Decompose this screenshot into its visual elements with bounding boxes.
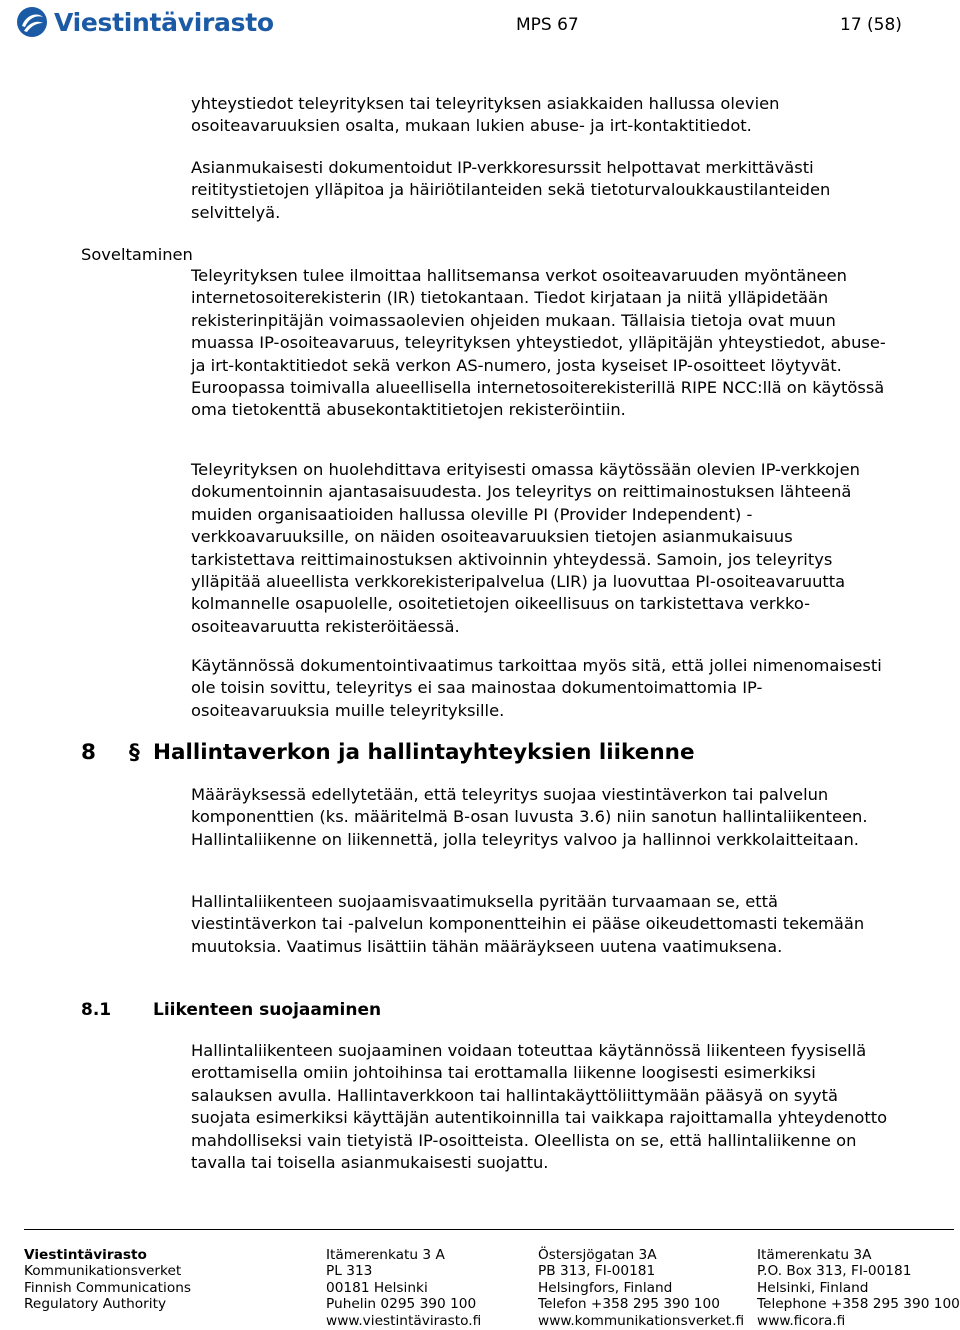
- section-number: 8: [81, 740, 96, 765]
- footer-name-sv: Kommunikationsverket: [24, 1263, 182, 1280]
- subsection-title: Liikenteen suojaaminen: [153, 1000, 382, 1020]
- footer-name-en-2: Regulatory Authority: [24, 1296, 167, 1313]
- footer-agency-name: Viestintävirasto: [24, 1247, 147, 1263]
- side-label-application: Soveltaminen: [81, 245, 193, 264]
- footer-street: Itämerenkatu 3 A: [326, 1247, 445, 1263]
- paragraph-ip-contacts: yhteystiedot teleyrityksen tai teleyrityksen asiakkaiden hallussa olevien osoiteavaruuksien osalta, mukaan lukien abuse- ja irt-kontaktitiedot.: [191, 94, 780, 136]
- paragraph-documented-resources: Asianmukaisesti dokumentoidut IP-verkkoresurssit helpottavat merkittävästi reititystietojen ylläpitoa ja häiriötilanteiden sekä tietoturvaloukkaustilanteiden selvittelyä.: [191, 158, 831, 222]
- paragraph-documentation-requirement: Käytännössä dokumentointivaatimus tarkoittaa myös sitä, että jollei nimenomaisesti ole toisin sovittu, teleyritys ei saa mainostaa dokumentoimattomia IP-osoiteavaruuksia muille teleyrityksille.: [191, 656, 882, 720]
- footer-city: Helsinki, Finland: [757, 1279, 869, 1296]
- footer-divider: [24, 1229, 954, 1230]
- footer-name-en: Finnish Communications: [24, 1279, 192, 1296]
- footer-agency-names: [24, 1247, 191, 1313]
- footer-pobox: P.O. Box 313, FI-00181: [757, 1263, 912, 1280]
- paragraph-ip-documentation: Teleyrityksen on huolehdittava erityisesti omassa käytössään olevien IP-verkkojen dokumentoinnin ajantasaisuudesta. Jos teleyritys on reittimainostuksen lähteenä muiden organisaatioiden hallussa oleville PI (Provider Independent) -verkkoavaruuksille, on näiden osoiteavaruuksien tietojen asianmukaisuus tarkistettava reittimainostuksen aktivoinnin yhteydessä. Samoin, jos teleyritys ylläpitää alueellista verkkorekisteripalvelua (LIR) ja luovuttaa PI-osoiteavaruutta kolmannelle osapuolelle, osoitetietojen oikeellisuus on tarkistettava verkko-osoiteavaruutta rekisteröitäessä.: [191, 460, 860, 636]
- document-id: MPS 67: [516, 15, 579, 35]
- footer-street: Itämerenkatu 3A: [757, 1247, 872, 1263]
- logo-wordmark: Viestintävirasto: [54, 7, 274, 37]
- footer-street: Östersjögatan 3A: [538, 1247, 657, 1263]
- footer-phone: Telephone +358 295 390 100: [757, 1296, 960, 1313]
- subsection-number: 8.1: [81, 1000, 112, 1020]
- footer-address-en: [757, 1247, 960, 1329]
- footer-phone: Puhelin 0295 390 100: [326, 1296, 477, 1313]
- footer-website-link[interactable]: www.ficora.fi: [757, 1312, 846, 1329]
- page-number: 17 (58): [840, 15, 902, 35]
- footer-pobox: PL 313: [326, 1263, 373, 1280]
- paragraph-management-traffic: Määräyksessä edellytetään, että teleyritys suojaa viestintäverkon tai palvelun komponenttien (ks. määritelmä B-osan luvusta 3.6) niin sanotun hallintaliikenteen. Hallintaliikenne on liikennettä, jolla teleyritys valvoo ja hallinnoi verkkolaitteitaan.: [191, 785, 868, 849]
- page-header: [0, 0, 960, 50]
- footer-phone: Telefon +358 295 390 100: [538, 1296, 720, 1313]
- footer-website-link[interactable]: www.viestintävirasto.fi: [326, 1312, 482, 1329]
- paragraph-traffic-protection: Hallintaliikenteen suojaaminen voidaan toteuttaa käytännössä liikenteen fyysisellä erottamisella omiin johtoihinsa tai erottamalla liikenne loogisesti esimerkiksi salauksen avulla. Hallintaverkkoon tai hallintakäyttöliittymään pääsyä on syytä suojata esimerkiksi käyttäjän autentikoinnilla tai vaikkapa rajoittamalla yhteydenotto mahdolliseksi vain tietyistä IP-osoitteista. Oleellista on se, että hallintaliikenne on tavalla tai toisella asianmukaisesti suojattu.: [191, 1041, 888, 1173]
- paragraph-protection-requirement: Hallintaliikenteen suojaamisvaatimuksella pyritään turvaamaan se, että viestintäverkon tai -palvelun komponentteihin ei pääse oikeudettomasti tekemään muutoksia. Vaatimus lisättiin tähän määräykseen uutena vaatimuksena.: [191, 892, 865, 956]
- footer-city: 00181 Helsinki: [326, 1279, 428, 1296]
- agency-logo: [16, 6, 274, 38]
- paragraph-ir-database: Teleyrityksen tulee ilmoittaa hallitsemansa verkot osoiteavaruuden myöntäneen internetosoiterekisterin (IR) tietokantaan. Tiedot kirjataan ja niitä ylläpidetään rekisterinpitäjän voimassaolevien ohjeiden mukaan. Tällaisia tietoja ovat muun muassa IP-osoiteavaruus, teleyrityksen yhteystiedot, ylläpitäjän yhteystiedot, abuse- ja irt-kontaktitiedot sekä verkon AS-numero, josta kyseiset IP-osoitteet löytyvät. Euroopassa toimivalla alueellisella internetosoiterekisterillä RIPE NCC:llä on käytössä oma tietokenttä abusekontaktitietojen rekisteröintiin.: [191, 266, 886, 420]
- footer-website-link[interactable]: www.kommunikationsverket.fi: [538, 1312, 745, 1329]
- section-title: Hallintaverkon ja hallintayhteyksien liikenne: [153, 740, 695, 765]
- footer-address-sv: [538, 1247, 744, 1329]
- footer-pobox: PB 313, FI-00181: [538, 1263, 656, 1280]
- logo-swirl-icon: [16, 6, 48, 38]
- section-sign: §: [129, 740, 140, 765]
- footer-address-fi: [326, 1247, 481, 1329]
- footer-city: Helsingfors, Finland: [538, 1279, 673, 1296]
